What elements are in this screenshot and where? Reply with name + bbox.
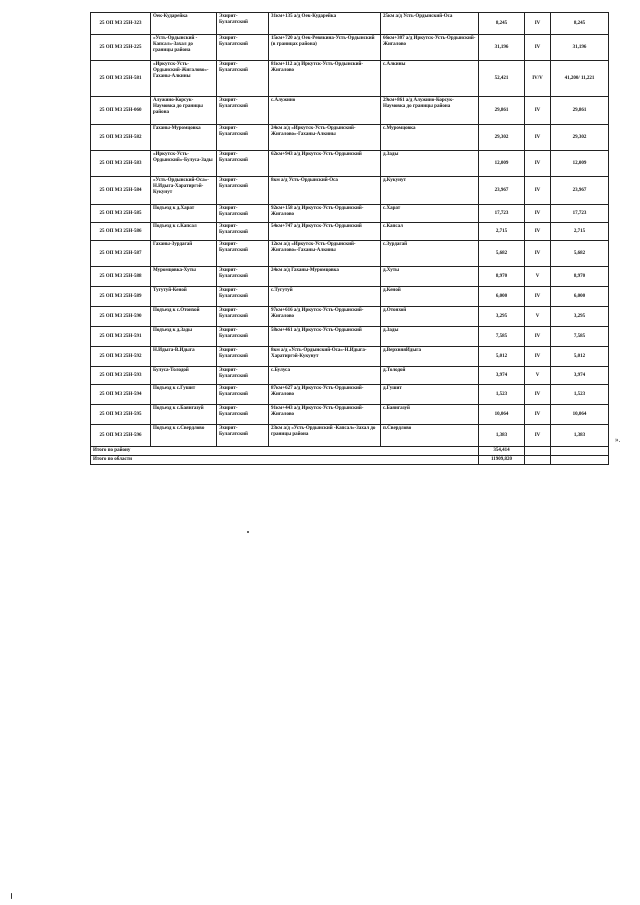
total-district-label: Итого по району	[91, 447, 479, 456]
road-name-cell: Булуса-Толодой	[151, 367, 217, 385]
road-name-cell: Подъезд к д.Харат	[151, 205, 217, 223]
district-cell: Эхирит-Булагатский	[217, 205, 269, 223]
end-point-cell: с.Капсал	[381, 223, 479, 241]
table-row	[91, 223, 609, 241]
total-region-empty-len	[551, 456, 609, 465]
start-point-cell: 62км+943 а/д Иркутск-Усть-Ордынский	[269, 151, 381, 177]
length-cell: 29,861	[479, 97, 525, 125]
table-row	[91, 327, 609, 347]
table-row	[91, 151, 609, 177]
length-cell: 3,295	[479, 307, 525, 327]
district-cell: Эхирит-Булагатский	[217, 425, 269, 447]
category-cell: IV	[525, 205, 551, 223]
length-by-category-cell: 3,295	[551, 307, 609, 327]
start-point-cell: 87км+627 а/д Иркутск-Усть-Ордынский-Жигалово	[269, 385, 381, 405]
end-point-cell: 29км+861 а/д Алужино-Корсук-Наумовка до границы района	[381, 97, 479, 125]
category-cell: IV	[525, 35, 551, 61]
end-point-cell: д.Кеной	[381, 287, 479, 307]
length-cell: 6,000	[479, 287, 525, 307]
table-row	[91, 385, 609, 405]
district-cell: Эхирит-Булагатский	[217, 223, 269, 241]
district-cell: Эхирит-Булагатский	[217, 177, 269, 205]
district-cell: Эхирит-Булагатский	[217, 35, 269, 61]
road-name-cell: Н.Идыга-В.Идыга	[151, 347, 217, 367]
end-point-cell: д.Хуты	[381, 267, 479, 287]
end-point-cell: д.Гушит	[381, 385, 479, 405]
scan-speck	[11, 893, 12, 899]
road-name-cell: Подъезд к с.Отонхой	[151, 307, 217, 327]
road-code-cell: 25 ОП МЗ 25Н-225	[91, 35, 151, 61]
road-name-cell: Гаханы-Муромцовка	[151, 125, 217, 151]
length-by-category-cell: 41,200/ 11,221	[551, 61, 609, 97]
table-row	[91, 241, 609, 267]
end-point-cell: д.Зады	[381, 327, 479, 347]
district-cell: Эхирит-Булагатский	[217, 125, 269, 151]
length-by-category-cell: 29,302	[551, 125, 609, 151]
end-point-cell: п.Свердлово	[381, 425, 479, 447]
district-cell: Эхирит-Булагатский	[217, 307, 269, 327]
road-name-cell: «Иркутск-Усть-Ордынский-Жигалово»-Гаханы-Алкины	[151, 61, 217, 97]
end-point-cell: с.Муромцовка	[381, 125, 479, 151]
table-row	[91, 177, 609, 205]
road-code-cell: 25 ОП МЗ 25Н-060	[91, 97, 151, 125]
end-point-cell: д.Зады	[381, 151, 479, 177]
start-point-cell: 24км а/д «Иркутск-Усть-Ордынский-Жигалово»-Гаханы-Алкины	[269, 125, 381, 151]
start-point-cell: 8км а/д Усть-Ордынский-Оса	[269, 177, 381, 205]
end-point-cell: д.Отонхой	[381, 307, 479, 327]
end-point-cell: с.Зурдагай	[381, 241, 479, 267]
category-cell: IV	[525, 223, 551, 241]
table-row	[91, 267, 609, 287]
road-name-cell: Подъезд к с.Гушит	[151, 385, 217, 405]
category-cell: IV	[525, 13, 551, 35]
table-row	[91, 61, 609, 97]
length-cell: 31,196	[479, 35, 525, 61]
roads-table-body	[91, 13, 609, 447]
road-name-cell: «Иркутск-Усть-Ордынский»-Булуса-Зады	[151, 151, 217, 177]
district-cell: Эхирит-Булагатский	[217, 385, 269, 405]
total-district-empty-cat	[525, 447, 551, 456]
category-cell: IV	[525, 425, 551, 447]
length-by-category-cell: 12,009	[551, 151, 609, 177]
road-code-cell: 25 ОП МЗ 25Н-589	[91, 287, 151, 307]
length-cell: 12,009	[479, 151, 525, 177]
length-cell: 17,723	[479, 205, 525, 223]
road-name-cell: Подъезд к с.Баянгазуй	[151, 405, 217, 425]
roads-table	[90, 12, 609, 465]
total-district-value: 354,414	[479, 447, 525, 456]
start-point-cell: 81км+112 а/д Иркутск-Усть-Ордынский-Жигалово	[269, 61, 381, 97]
road-name-cell: Подъезд к с.Капсал	[151, 223, 217, 241]
road-name-cell: «Усть-Ордынский - Капсал»-Захал до границы района	[151, 35, 217, 61]
length-cell: 23,967	[479, 177, 525, 205]
table-row	[91, 205, 609, 223]
total-district-empty-len	[551, 447, 609, 456]
start-point-cell: с.Булуса	[269, 367, 381, 385]
total-row-district	[91, 447, 609, 456]
start-point-cell: 91км+443 а/д Иркутск-Усть-Ордынский-Жигалово	[269, 405, 381, 425]
road-code-cell: 25 ОП МЗ 25Н-585	[91, 205, 151, 223]
start-point-cell: 23км а/д «Усть-Ордынский -Капсал»-Захал до границы района	[269, 425, 381, 447]
length-by-category-cell: 10,064	[551, 405, 609, 425]
length-cell: 10,064	[479, 405, 525, 425]
road-code-cell: 25 ОП МЗ 25Н-581	[91, 61, 151, 97]
end-point-cell: 25км а/д Усть-Ордынский-Оса	[381, 13, 479, 35]
category-cell: IV	[525, 151, 551, 177]
table-row	[91, 97, 609, 125]
road-code-cell: 25 ОП МЗ 25Н-586	[91, 223, 151, 241]
road-code-cell: 25 ОП МЗ 25Н-584	[91, 177, 151, 205]
length-by-category-cell: 5,012	[551, 347, 609, 367]
category-cell: IV/V	[525, 61, 551, 97]
length-by-category-cell: 6,000	[551, 287, 609, 307]
end-point-cell: д.Толодой	[381, 367, 479, 385]
road-name-cell: Подъезд к с.Свердлово	[151, 425, 217, 447]
road-name-cell: Подъезд к д.Зады	[151, 327, 217, 347]
table-row	[91, 347, 609, 367]
category-cell: IV	[525, 287, 551, 307]
total-row-region	[91, 456, 609, 465]
start-point-cell: 12км а/д «Иркутск-Усть-Ордынский-Жигалово»-Гаханы-Алкины	[269, 241, 381, 267]
start-point-cell: 58км+461 а/д Иркутск-Усть-Ордынский	[269, 327, 381, 347]
length-by-category-cell: 2,715	[551, 223, 609, 241]
category-cell: IV	[525, 97, 551, 125]
road-name-cell: Алужино-Корсук-Наумовка до границы района	[151, 97, 217, 125]
start-point-cell: 54км+747 а/д Иркутск-Усть-Ордынский	[269, 223, 381, 241]
length-by-category-cell: 8,245	[551, 13, 609, 35]
length-by-category-cell: 17,723	[551, 205, 609, 223]
length-cell: 3,974	[479, 367, 525, 385]
table-row	[91, 307, 609, 327]
start-point-cell: 92км+158 а/д Иркутск-Усть-Ордынский-Жигалово	[269, 205, 381, 223]
length-cell: 5,682	[479, 241, 525, 267]
length-by-category-cell: 1,383	[551, 425, 609, 447]
end-point-cell: 66км+307 а/д Иркутск-Усть-Ордынский-Жигалово	[381, 35, 479, 61]
end-point-cell: с.Алкины	[381, 61, 479, 97]
start-point-cell: 8км а/д «Усть-Ордынский-Оса»-Н.Идыга-Харатиргэй-Кукунут	[269, 347, 381, 367]
total-region-empty-cat	[525, 456, 551, 465]
end-point-cell: д.ВерхняяИдыга	[381, 347, 479, 367]
road-code-cell: 25 ОП МЗ 25Н-582	[91, 125, 151, 151]
category-cell: V	[525, 307, 551, 327]
end-point-cell: д.Кукунут	[381, 177, 479, 205]
district-cell: Эхирит-Булагатский	[217, 347, 269, 367]
category-cell: IV	[525, 405, 551, 425]
category-cell: IV	[525, 241, 551, 267]
road-name-cell: Гаханы-Зурдагай	[151, 241, 217, 267]
length-by-category-cell: 23,967	[551, 177, 609, 205]
length-cell: 5,012	[479, 347, 525, 367]
length-by-category-cell: 5,682	[551, 241, 609, 267]
length-by-category-cell: 7,585	[551, 327, 609, 347]
start-point-cell: 24км а/д Гаханы-Муромцовка	[269, 267, 381, 287]
table-row	[91, 35, 609, 61]
length-cell: 8,245	[479, 13, 525, 35]
closing-quote-mark: ».	[615, 436, 621, 444]
district-cell: Эхирит-Булагатский	[217, 367, 269, 385]
length-cell: 1,383	[479, 425, 525, 447]
district-cell: Эхирит-Булагатский	[217, 241, 269, 267]
start-point-cell: 97км+616 а/д Иркутск-Усть-Ордынский-Жигалово	[269, 307, 381, 327]
district-cell: Эхирит-Булагатский	[217, 151, 269, 177]
length-cell: 7,585	[479, 327, 525, 347]
road-code-cell: 25 ОП МЗ 25Н-594	[91, 385, 151, 405]
table-row	[91, 405, 609, 425]
length-by-category-cell: 3,974	[551, 367, 609, 385]
length-cell: 1,523	[479, 385, 525, 405]
scan-speck	[247, 531, 249, 533]
road-code-cell: 25 ОП МЗ 25Н-587	[91, 241, 151, 267]
table-row	[91, 425, 609, 447]
district-cell: Эхирит-Булагатский	[217, 405, 269, 425]
road-code-cell: 25 ОП МЗ 25Н-588	[91, 267, 151, 287]
total-region-label: Итого по области	[91, 456, 479, 465]
total-region-value: 11909,820	[479, 456, 525, 465]
table-row	[91, 125, 609, 151]
table-row	[91, 13, 609, 35]
end-point-cell: с.Харат	[381, 205, 479, 223]
road-code-cell: 25 ОП МЗ 25Н-583	[91, 151, 151, 177]
category-cell: IV	[525, 125, 551, 151]
length-by-category-cell: 8,970	[551, 267, 609, 287]
road-code-cell: 25 ОП МЗ 25Н-593	[91, 367, 151, 385]
road-name-cell: Оек-Кударейка	[151, 13, 217, 35]
length-cell: 2,715	[479, 223, 525, 241]
category-cell: IV	[525, 385, 551, 405]
road-code-cell: 25 ОП МЗ 25Н-590	[91, 307, 151, 327]
end-point-cell: с.Баянгазуй	[381, 405, 479, 425]
category-cell: IV	[525, 347, 551, 367]
district-cell: Эхирит-Булагатский	[217, 287, 269, 307]
road-name-cell: Муромцовка-Хуты	[151, 267, 217, 287]
road-code-cell: 25 ОП МЗ 25Н-595	[91, 405, 151, 425]
district-cell: Эхирит-Булагатский	[217, 327, 269, 347]
district-cell: Эхирит-Булагатский	[217, 267, 269, 287]
category-cell: IV	[525, 327, 551, 347]
road-code-cell: 25 ОП МЗ 25Н-323	[91, 13, 151, 35]
road-code-cell: 25 ОП МЗ 25Н-592	[91, 347, 151, 367]
length-cell: 29,302	[479, 125, 525, 151]
length-cell: 8,970	[479, 267, 525, 287]
start-point-cell: с.Тугутуй	[269, 287, 381, 307]
road-name-cell: «Усть-Ордынский-Оса»-Н.Идыга-Харатиргэй-Кукунут	[151, 177, 217, 205]
road-code-cell: 25 ОП МЗ 25Н-591	[91, 327, 151, 347]
start-point-cell: 31км+135 а/д Оек-Кударейка	[269, 13, 381, 35]
district-cell: Эхирит-Булагатский	[217, 97, 269, 125]
totals-body	[91, 447, 609, 465]
table-row	[91, 367, 609, 385]
district-cell: Эхирит-Булагатский	[217, 13, 269, 35]
category-cell: V	[525, 367, 551, 385]
district-cell: Эхирит-Булагатский	[217, 61, 269, 97]
category-cell: IV	[525, 177, 551, 205]
length-by-category-cell: 1,523	[551, 385, 609, 405]
road-code-cell: 25 ОП МЗ 25Н-596	[91, 425, 151, 447]
length-cell: 52,421	[479, 61, 525, 97]
category-cell: V	[525, 267, 551, 287]
length-by-category-cell: 31,196	[551, 35, 609, 61]
length-by-category-cell: 29,861	[551, 97, 609, 125]
table-row	[91, 287, 609, 307]
road-name-cell: Тугутуй-Кеной	[151, 287, 217, 307]
start-point-cell: 15км+720 а/д Оек-Ревякина-Усть-Ордынский (в границах района)	[269, 35, 381, 61]
start-point-cell: с.Алужино	[269, 97, 381, 125]
